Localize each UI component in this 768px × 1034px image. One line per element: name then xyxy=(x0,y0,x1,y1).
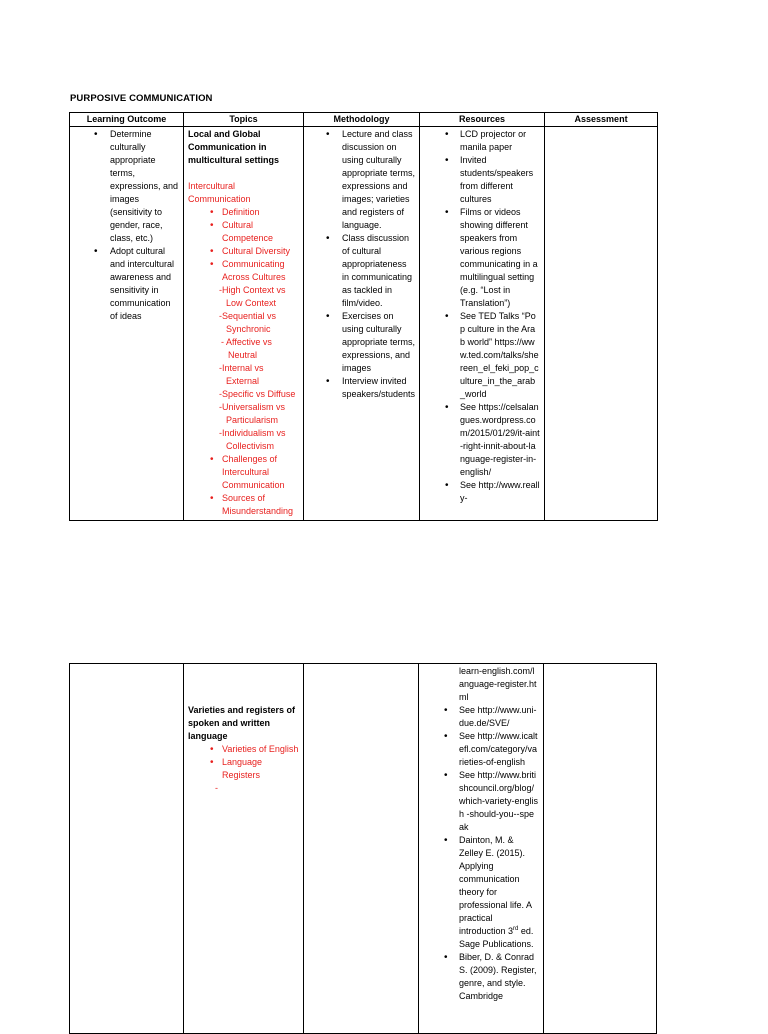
resource-item: • Biber, D. & Conrad S. (2009). Register, genre, and style. Cambridge xyxy=(459,951,539,1003)
course-plan-table-continued xyxy=(69,663,657,1034)
topic-item: • Cultural Competence xyxy=(210,219,299,245)
topic-subitem: -Specific vs Diffuse xyxy=(219,389,296,399)
topic-subheading: Intercultural Communication xyxy=(188,181,251,204)
citation-superscript: rd xyxy=(513,926,519,932)
resource-item: • See http://www.uni-due.de/SVE/ xyxy=(459,704,539,730)
resource-item: • See http://www.really- xyxy=(460,479,540,505)
resource-item xyxy=(459,834,539,951)
topic-item: • Challenges of Intercultural Communication xyxy=(210,453,299,492)
topic-subitem: - xyxy=(215,783,218,793)
header-resources: Resources xyxy=(420,113,545,127)
topic-heading: Local and Global Communication in multicultural settings xyxy=(188,129,280,165)
topic-subitem: -Individualism vs Collectivism xyxy=(219,428,286,451)
resource-item: learn-english.com/language-register.html xyxy=(459,666,537,702)
methodology-item: • Lecture and class discussion on using culturally appropriate terms, expressions and images; varieties and registers of language. xyxy=(342,128,415,232)
topic-subitem: -Sequential vs Synchronic xyxy=(219,311,277,334)
topics-cell xyxy=(184,127,304,521)
resource-item: • See http://www.britishcouncil.org/blog/which-variety-english -should-you--speak xyxy=(459,769,539,834)
header-learning-outcome: Learning Outcome xyxy=(70,113,184,127)
assessment-cell xyxy=(544,664,657,1034)
topic-heading: Varieties and registers of spoken and written language xyxy=(188,705,296,741)
table-header-row xyxy=(70,113,658,127)
outcome-item: • Determine culturally appropriate terms, expressions, and images (sensitivity to gender, race, class, etc.) xyxy=(110,128,179,245)
outcome-cell xyxy=(70,127,184,521)
methodology-item: • Exercises on using culturally appropriate terms, expressions, and images xyxy=(342,310,415,375)
methodology-cell xyxy=(304,127,420,521)
topic-subitem: - Affective vs Neutral xyxy=(221,337,272,360)
topics-cell xyxy=(184,664,304,1034)
topic-item: • Sources of Misunderstanding xyxy=(210,492,299,518)
header-assessment: Assessment xyxy=(545,113,658,127)
document-title: PURPOSIVE COMMUNICATION xyxy=(70,93,213,104)
header-methodology: Methodology xyxy=(304,113,420,127)
resource-item: • See TED Talks “Pop culture in the Arab world” https://www.ted.com/talks/shereen_el_feki_pop_culture_in_the_arab_world xyxy=(460,310,540,401)
methodology-cell xyxy=(304,664,419,1034)
citation-text: Dainton, M. & Zelley E. (2015). Applying communication theory for professional life. A practical introduction 3 xyxy=(459,835,532,936)
citation-text: ed. Sage Publications. xyxy=(459,926,534,949)
course-plan-table xyxy=(69,112,658,521)
topic-item: • Language Registers xyxy=(210,756,299,782)
resource-item: • LCD projector or manila paper xyxy=(460,128,540,154)
header-topics: Topics xyxy=(184,113,304,127)
assessment-cell xyxy=(545,127,658,521)
resource-item: • See https://celsalangues.wordpress.com/2015/01/29/it-aint-right-innit-about-language-register-in-english/ xyxy=(460,401,540,479)
topic-subitem: -High Context vs Low Context xyxy=(219,285,286,308)
methodology-item: • Interview invited speakers/students xyxy=(342,375,415,401)
resource-item: • Films or videos showing different speakers from various regions communicating in a multilingual setting (e.g. “Lost in Translation”) xyxy=(460,206,540,310)
topic-subitem: -Internal vs External xyxy=(219,363,264,386)
outcome-cell xyxy=(70,664,184,1034)
resource-item: • See http://www.icaltefl.com/category/varieties-of-english xyxy=(459,730,539,769)
methodology-item: • Class discussion of cultural appropriateness in communicating as tackled in film/video. xyxy=(342,232,415,310)
table-row xyxy=(70,127,658,521)
topic-item: • Definition xyxy=(210,206,299,219)
resource-item: • Invited students/speakers from different cultures xyxy=(460,154,540,206)
outcome-item: • Adopt cultural and intercultural awareness and sensitivity in communication of ideas xyxy=(110,245,179,323)
resources-cell xyxy=(420,127,545,521)
topic-subitem: -Universalism vs Particularism xyxy=(219,402,286,425)
table-row xyxy=(70,664,657,1034)
topic-item: • Communicating Across Cultures xyxy=(210,258,299,284)
topic-item: • Varieties of English xyxy=(210,743,299,756)
topic-item: • Cultural Diversity xyxy=(210,245,299,258)
resources-cell xyxy=(419,664,544,1034)
